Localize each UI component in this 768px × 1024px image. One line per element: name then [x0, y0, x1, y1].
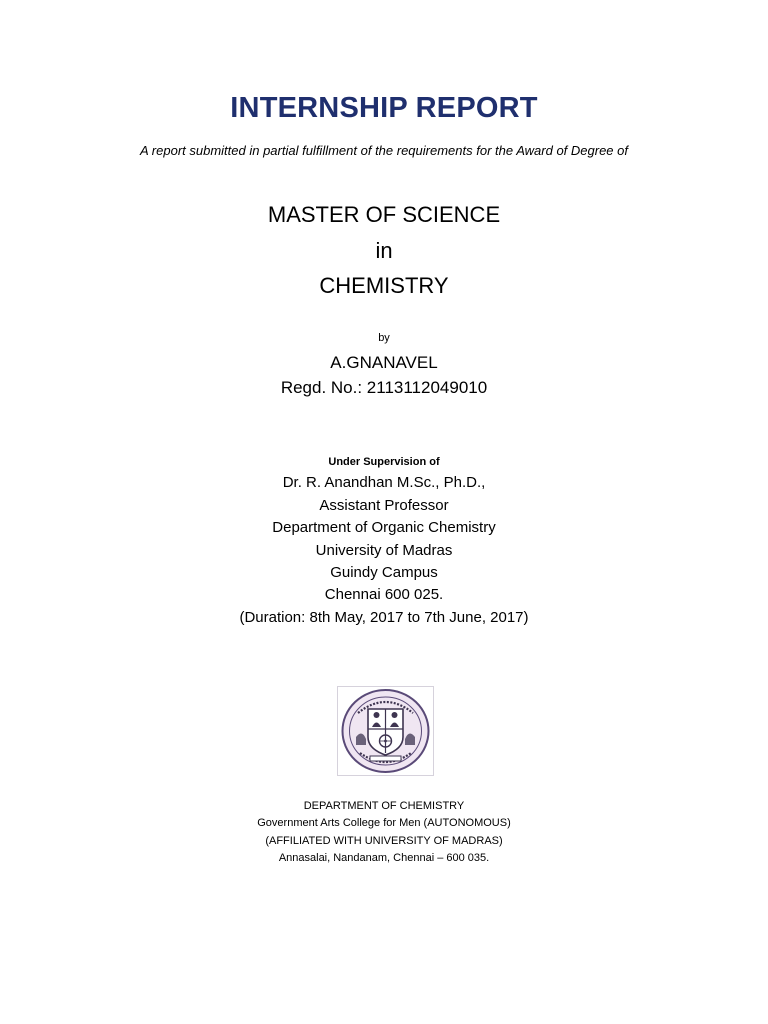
internship-duration: (Duration: 8th May, 2017 to 7th June, 2017): [239, 609, 529, 626]
supervisor-designation: Assistant Professor: [319, 497, 449, 514]
degree-name: MASTER OF SCIENCE: [267, 202, 501, 227]
footer-department: DEPARTMENT OF CHEMISTRY: [303, 800, 465, 812]
supervisor-university: University of Madras: [315, 542, 453, 559]
student-regd-number: Regd. No.: 2113112049010: [280, 378, 488, 397]
report-subtitle: A report submitted in partial fulfillment of the requirements for the Award of Degree of: [140, 143, 628, 158]
footer-affiliation: (AFFILIATED WITH UNIVERSITY OF MADRAS): [265, 835, 503, 847]
university-emblem: [337, 686, 434, 776]
by-label: by: [378, 332, 390, 344]
supervisor-city: Chennai 600 025.: [324, 586, 444, 603]
report-title: INTERNSHIP REPORT: [230, 92, 538, 124]
degree-subject: CHEMISTRY: [319, 273, 449, 298]
supervisor-campus: Guindy Campus: [330, 564, 438, 581]
degree-connector: in: [375, 238, 393, 263]
footer-address: Annasalai, Nandanam, Chennai – 600 035.: [278, 852, 490, 864]
supervisor-department: Department of Organic Chemistry: [272, 519, 496, 536]
supervisor-name: Dr. R. Anandhan M.Sc., Ph.D.,: [282, 474, 486, 491]
footer-college: Government Arts College for Men (AUTONOMOUS): [257, 817, 511, 829]
supervision-label: Under Supervision of: [328, 456, 440, 468]
student-name: A.GNANAVEL: [330, 353, 438, 372]
university-emblem-icon: [338, 687, 433, 775]
